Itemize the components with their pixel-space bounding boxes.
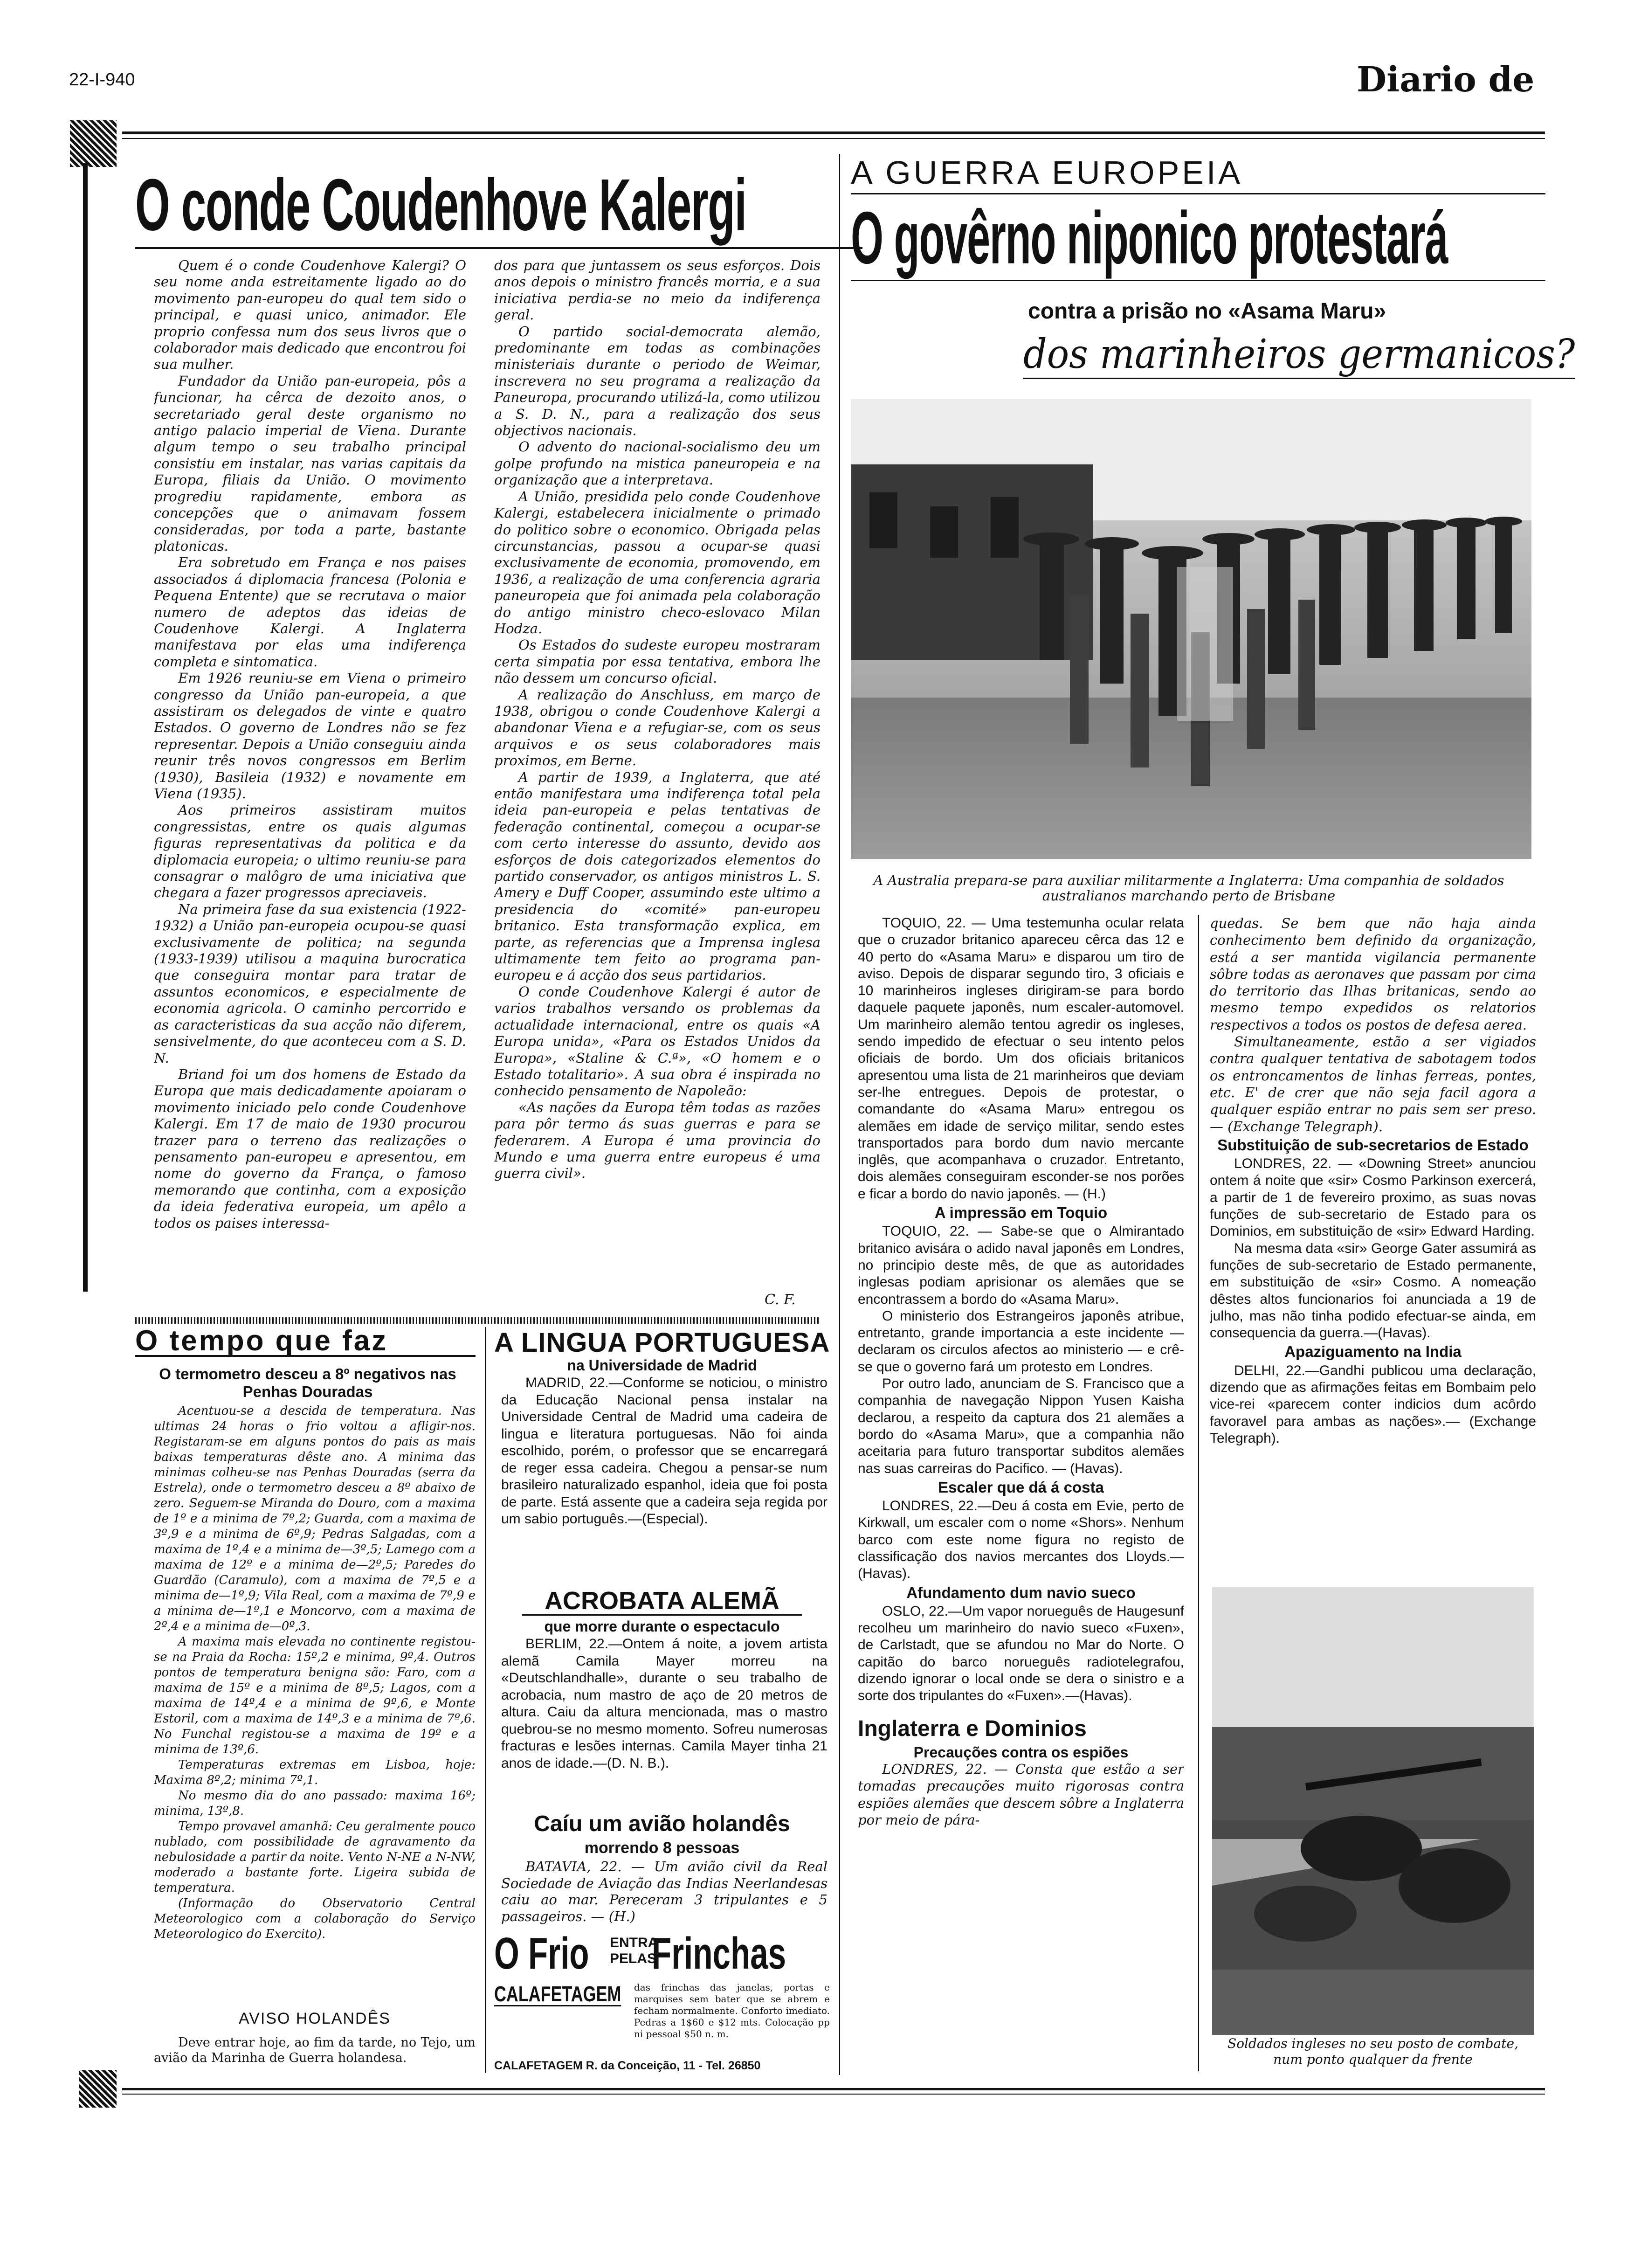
afundamento-para: OSLO, 22.—Um vapor norueguês de Haugesunf recolheu um marinheiro do navio sueco «Fuxen», de Carlstadt, que se afundou no Mar do Norte. O capitão do barco norueguês radiotelegrafou, dizendo ignorar o local onde se dera o sinistro e a sorte dos tripulantes do «Fuxen».—(Havas). — [858, 1603, 1184, 1704]
kalergi-title-rule — [135, 247, 862, 249]
acrobata-para: BERLIM, 22.—Ontem á noite, a jovem artista alemã Camila Mayer morreu na «Deutschlandhalle», durante o seu trabalho de acrobacia, num mastro de aço de 20 metros de altura. Caiu da altura mencionada, mas o mastro quebrou-se no mesmo momento. Sofreu numerosas fracturas e lesões internas. Camila Mayer tinha 21 anos de idade.—(D. N. B.). — [501, 1636, 827, 1771]
ad-word-pelas: PELAS — [610, 1951, 657, 1966]
bottom-rule-thin — [122, 2094, 1545, 2095]
impressao-para: TOQUIO, 22. — Sabe-se que o Almirantado britanico avisára o adido naval japonês em Londres, no principio deste mês, de que as autoridades inglesas podiam aprisionar os alemães que se encontrassem a bordo do «Asama Maru». — [858, 1224, 1184, 1307]
photo1-caption: A Australia prepara-se para auxiliar militarmente a Inglaterra: Uma companhia de soldados australianos marchando perto de Brisbane — [873, 872, 1504, 904]
kalergi-para: Era sobretudo em França e nos paises associados á diplomacia francesa (Polonia e Pequena Entente) que se recrutava o maior numero de adeptos das ideias de Coudenhove Kalergi. A Inglaterra manifestava por elas uma indiferença completa e sintomatica. — [154, 554, 466, 670]
photo2-caption: Soldados ingleses no seu posto de combate, num ponto qualquer da frente — [1227, 2036, 1518, 2067]
ad-brand: CALAFETAGEM — [494, 1982, 621, 2006]
masthead: Diario de — [1357, 60, 1535, 100]
tempo-para: Temperaturas extremas em Lisboa, hoje: Maxima 8º,2; minima 7º,1. — [154, 1758, 476, 1787]
guerra-headline: O govêrno niponico protestará — [851, 196, 1448, 279]
lingua-title: A LINGUA PORTUGUESA — [494, 1328, 830, 1358]
kalergi-para: «As nações da Europa têm todas as razões para pôr termo ás suas guerras e para se federarem. A Europa é uma provincia do Mundo e uma guerra entre europeus é uma guerra civil». — [494, 1099, 820, 1182]
ad-word-o-frio: O Frio — [494, 1929, 589, 1978]
kalergi-para: Na primeira fase da sua existencia (1922-1932) a União pan-europeia ocupou-se quasi exclusivamente de politica; na segunda (1933-1939) utilisou a maquina burocratica que conseguira montar para tratar de assuntos economicos, e especialmente de economia agricola. O caminho percorrido e as caracteristicas da sua acção não diferem, sensivelmente, do que aconteceu com a S. D. N. — [154, 901, 466, 1066]
tokio-col — [858, 915, 1184, 2067]
afundamento-title: Afundamento dum navio sueco — [906, 1583, 1136, 1601]
top-rule — [122, 131, 1545, 134]
kalergi-para: A União, presidida pelo conde Coudenhove Kalergi, estabelecera inicialmente o primado do politico sobre o economico. Obrigada pelas circunstancias, passou a ocupar-se quasi exclusivamente de economia, promovendo, em 1936, a realização de uma conferencia agraria paneuropeia que foi animada pela colaboração do antigo ministro checo-eslovaco Milan Hodza. — [494, 488, 820, 636]
aviso-para: Deve entrar hoje, ao fim da tarde, no Tejo, um avião da Marinha de Guerra holandesa. — [154, 2035, 476, 2065]
section-label: A GUERRA EUROPEIA — [851, 154, 1243, 191]
kalergi-para: O advento do nacional-socialismo deu um golpe profundo na mistica paneuropeia e na organização que a interpretava. — [494, 439, 820, 488]
tempo-title: O tempo que faz — [135, 1325, 388, 1357]
tempo-para: Acentuou-se a descida de temperatura. Nas ultimas 24 horas o frio voltou a afligir-nos. Registaram-se em alguns pontos do pais as mais baixas temperaturas dêste ano. A minima das minimas colheu-se nas Penhas Douradas (serra da Estrela), onde o termometro desceu a 8º abaixo de zero. Seguem-se Miranda do Douro, com a maxima de 1º e a minima de 7º,2; Guarda, com a maxima de 3º,9 e a minima de 6º,9; Pedras Salgadas, com a maxima de 1º,4 e a minima de—3º,5; Lamego com a maxima de 12º e a minima de—2º,5; Paredes do Guardão (Caramulo), com a maxima de 7º,5 e a minima de—1º,9; Vila Real, com a maxima de 7º,9 e a minima de—1º,1 e Moncorvo, com a maxima de 2º,4 e a minima de—0º,3. — [154, 1404, 476, 1633]
impressao-para: Por outro lado, anunciam de S. Francisco que a companhia de navegação Nippon Yusen Kaisha declarou, a respeito da captura dos 21 alemães a bordo do «Asama Maru», que a companhia não aceitaria para futuro transportar subditos alemães nas suas carreiras do Pacifico. — (Havas). — [858, 1376, 1184, 1476]
kalergi-para: O conde Coudenhove Kalergi é autor de varios trabalhos versando os problemas da actualidade internacional, entre os quais «A Europa unida», «Para os Estados Unidos da Europa», «Staline & C.ª», «O homem e o Estado totalitario». A sua obra é inspirada no conhecido pensamento de Napoleão: — [494, 983, 820, 1099]
tempo-subtitle: O termometro desceu a 8º negativos nas Penhas Douradas — [159, 1365, 456, 1400]
aviso-title: AVISO HOLANDÊS — [239, 2010, 391, 2027]
subsecretario-title: Substituição de sub-secretarios de Estado — [1217, 1136, 1529, 1154]
acrobata-title: ACROBATA ALEMÃ — [545, 1587, 779, 1615]
india-title: Apaziguamento na India — [1284, 1343, 1462, 1361]
col-rule-left-guerra — [839, 154, 840, 2075]
issue-date: 22-I-940 — [69, 70, 135, 90]
kalergi-para: Os Estados do sudeste europeu mostraram certa simpatia por essa tentativa, embora lhe não dessem um concurso oficial. — [494, 637, 820, 686]
right-para: quedas. Se bem que não haja ainda conhecimento bem definido da organização, está a ser mantida vigilancia permanente sôbre todas as aeronaves que passam por cima do territorio das Ilhas britanicas, sendo ao mesmo tempo expedidos os relatorios respectivos a todos os postos de defesa aerea. — [1210, 915, 1536, 1033]
india-para: DELHI, 22.—Gandhi publicou uma declaração, dizendo que as afirmações feitas em Bombaim pelo vice-rei «parecem conter indicios dum acôrdo favoravel para ambas as nações».— (Exchange Telegraph). — [1210, 1362, 1536, 1446]
aviso-body — [154, 2035, 476, 2072]
deck-1: contra a prisão no «Asama Maru» — [1028, 299, 1386, 324]
corner-ornament-top — [70, 120, 117, 167]
precaucoes-title: Precauções contra os espiões — [913, 1743, 1129, 1761]
acrobata-subtitle: que morre durante o espectaculo — [544, 1618, 780, 1635]
kalergi-col1 — [154, 257, 466, 1311]
acrobata-body — [501, 1636, 827, 1820]
kalergi-para: A realização do Anschluss, em março de 1938, obrigou o conde Coudenhove Kalergi a abandonar Viena e a refugiar-se, com os seus arquivos e os seus colaboradores mais proximos, em Berne. — [494, 686, 820, 769]
tempo-body — [154, 1404, 476, 2000]
right-para: Simultaneamente, estão a ser vigiados contra qualquer tentativa de sabotagem todos os entroncamentos de linhas ferreas, pontes, etc. E' de crer que não seja facil agora a qualquer espião entrar no pais sem ser preso. — (Exchange Telegraph). — [1210, 1034, 1536, 1134]
ad-description: das frinchas das janelas, portas e marquises sem bater que se abrem e fecham normalmente. Conforto imediato. Pedras a 1$60 e $12 mts. Colocação pp ni pessoal $50 n. m. — [634, 1982, 830, 2040]
aviao-body — [501, 1859, 827, 1929]
ad-address: CALAFETAGEM R. da Conceição, 11 - Tel. 26850 — [494, 2059, 761, 2072]
aviao-para: BATAVIA, 22. — Um avião civil da Real Sociedade de Aviação das Indias Neerlandesas caiu ao mar. Pereceram 3 tripulantes e 5 passageiros. — (H.) — [501, 1859, 827, 1924]
tempo-para: A maxima mais elevada no continente registou-se na Praia da Rocha: 15º,2 e minima, 9º,4. Outros pontos de temperatura benigna são: Faro, com a maxima de 15º e a minima de 8º,5; Lagos, com a maxima de 14º,4 e a minima de 9º,6, e Monte Estoril, com a maxima de 14º,3 e a minima de 7º,6. No Funchal registou-se a maxima de 19º e a minima de 13º,6. — [154, 1635, 476, 1756]
corner-ornament-bottom — [79, 2070, 117, 2108]
inglaterra-title: Inglaterra e Dominios — [858, 1716, 1087, 1741]
kalergi-signature: C. F. — [765, 1292, 796, 1308]
right-col — [1210, 915, 1536, 1586]
tokio-para: TOQUIO, 22. — Uma testemunha ocular relata que o cruzador britanico apareceu cêrca das 12 e 40 perto do «Asama Maru» e disparou um tiro de aviso. Depois de disparar segundo tiro, 3 oficiais e 10 marinheiros ingleses dirigiram-se para bordo daquele paquete japonês, num escaler-automovel. Um marinheiro alemão tentou agredir os ingleses, sendo impedido de efectuar o seu intento pelos oficiais de bordo. Um dos oficiais britanicos apresentou uma lista de 21 marinheiros que deviam ser-lhe entregues. Depois de protestar, o comandante do «Asama Maru» entregou os alemães em idade de serviço militar, sendo estes transportados para bordo dum navio mercante inglês, que acompanhava o cruzador. Entretanto, dois alemães conseguiram esconder-se nos porões e ficar a bordo do navio japonês. — (H.) — [858, 915, 1184, 1202]
section-label-rule — [851, 193, 1545, 194]
soldiers-marching-photo — [851, 399, 1531, 859]
frio-ad — [494, 1930, 830, 2084]
top-rule-thin — [122, 138, 1545, 139]
section-divider — [135, 1317, 820, 1324]
lingua-subtitle: na Universidade de Madrid — [567, 1357, 757, 1374]
left-vertical-rule — [83, 163, 88, 1292]
kalergi-para: A partir de 1939, a Inglaterra, que até então manifestara uma indiferença total pela ideia pan-europeia e pelas tentativas de federação continental, começou a ocupar-se com certo interesse do assunto, devido aos esforços de dois categorizados elementos do partido conservador, os antigos ministros L. S. Amery e Duff Cooper, assumindo este ultimo a presidencia do «comité» pan-europeu britanico. Esta transformação explica, em parte, as referencias que a Imprensa inglesa ultimamente tem feito ao programa pan-europeu e á acção dos seus partidarios. — [494, 769, 820, 983]
precaucoes-para: LONDRES, 22. — Consta que estão a ser tomadas precauções muito rigorosas contra espiões alemães que descem sôbre a Inglaterra por meio de pára- — [858, 1761, 1184, 1828]
kalergi-para: Fundador da União pan-europeia, pôs a funcionar, ha cêrca de dezoito anos, o secretariado geral deste organismo no antigo palacio imperial de Viena. Durante algum tempo o seu trabalho principal consistiu em instalar, nas varias capitais da Europa, filiais da União. O movimento progrediu rapidamente, embora as concepções que o animavam fossem consideradas, por toda a parte, bastante platonicas. — [154, 373, 466, 554]
deck-2: dos marinheiros germanicos? — [1023, 331, 1575, 379]
tempo-para: (Informação do Observatorio Central Meteorologico com a colaboração do Serviço Meteorologico do Exercito). — [154, 1896, 476, 1941]
lingua-body — [501, 1375, 827, 1580]
kalergi-title: O conde Coudenhove Kalergi — [135, 163, 746, 246]
kalergi-col2 — [494, 257, 820, 1302]
tempo-para: No mesmo dia do ano passado: maxima 16º; minima, 13º,8. — [154, 1789, 476, 1818]
tempo-para: Tempo provavel amanhã: Ceu geralmente pouco nublado, com possibilidade de agravamento da nebulosidade a partir da noite. Vento N-NE a N-NW, moderado a bastante forte. Ligeira subida de temperatura. — [154, 1819, 476, 1895]
col-rule-mid — [485, 1327, 486, 2073]
kalergi-para: O partido social-democrata alemão, predominante em todas as combinações ministeriais durante o periodo de Weimar, inscrevera no seu programa a realização da Paneuropa, procurando utilizá-la, como utilizou a S. D. N., para a realização dos seus objectivos nacionais. — [494, 323, 820, 439]
aviao-subtitle: morrendo 8 pessoas — [584, 1839, 740, 1857]
escaler-para: LONDRES, 22.—Deu á costa em Evie, perto de Kirkwall, um escaler com o nome «Shors». Nenhum barco com este nome figura no registo de classificação dos navios mercantes dos Lloyds.—(Havas). — [858, 1498, 1184, 1582]
col-rule-right — [1198, 915, 1199, 2071]
acrobata-title-box — [522, 1587, 802, 1616]
lingua-para: MADRID, 22.—Conforme se noticiou, o ministro da Educação Nacional pensa instalar na Universidade Central de Madrid uma cadeira de lingua e literatura portuguesas. Não foi ainda escolhido, porém, o professor que se encarregará de reger essa cadeira. Chegou a pensar-se num brasileiro naturalizado espanhol, ideia que foi posta de parte. Está assente que a cadeira seja regida por um sabio português.—(Especial). — [501, 1375, 827, 1527]
kalergi-para: Em 1926 reuniu-se em Viena o primeiro congresso da União pan-europeia, a que assistiram os delegados de vinte e quatro Estados. O governo de Londres não se fez representar. Depois a União conseguiu ainda reunir três novos congressos em Berlim (1930), Basileia (1932) e novamente em Viena (1935). — [154, 670, 466, 802]
subsecretario-para: LONDRES, 22. — «Downing Street» anunciou ontem á noite que «sir» Cosmo Parkinson exercerá, a partir de 1 de fevereiro proximo, as suas novas funções de sub-secretario de Estado para os Dominios, em substituição de «sir» Edward Harding. — [1210, 1156, 1536, 1239]
kalergi-para: dos para que juntassem os seus esforços. Dois anos depois o ministro francês morria, e a sua iniciativa perdia-se no meio da indiferença geral. — [494, 257, 820, 323]
bottom-rule — [122, 2088, 1545, 2090]
ad-word-entra: ENTRA — [610, 1935, 658, 1950]
subsecretario-para: Na mesma data «sir» George Gater assumirá as funções de sub-secretario de Estado permanente, em substituição de «sir» Cosmo. A nomeação dêstes altos funcionarios foi anunciada a 19 de julho, mas não tinha podido efectuar-se ainda, em consequencia da guerra.—(Havas). — [1210, 1240, 1536, 1341]
aviao-title: Caíu um avião holandês — [534, 1812, 790, 1836]
tempo-title-box — [135, 1327, 476, 1357]
soldiers-combat-photo — [1212, 1587, 1534, 2035]
headline-rule — [851, 280, 1545, 281]
impressao-title: A impressão em Toquio — [934, 1204, 1108, 1222]
impressao-para: O ministerio dos Estrangeiros japonês atribue, entretanto, grande importancia a este incidente — declaram os circulos afectos ao ministerio — e crê-se que o governo fará um protesto em Londres. — [858, 1308, 1184, 1375]
kalergi-para: Briand foi um dos homens de Estado da Europa que mais dedicadamente apoiaram o movimento iniciado pelo conde Coudenhove Kalergi. Em 17 de maio de 1930 procurou trazer para o terreno das realizações o pensamento pan-europeu e apresentou, em nome do governo da França, o famoso memorando que continha, com a exposição da ideia federativa europeia, um apêlo a todos os paises interessa- — [154, 1066, 466, 1231]
kalergi-para: Quem é o conde Coudenhove Kalergi? O seu nome anda estreitamente ligado ao do movimento pan-europeu do qual tem sido o principal, e quasi unico, animador. Ele proprio confessa num dos seus livros que o colaborador mais dedicado que encontrou foi sua mulher. — [154, 257, 466, 373]
escaler-title: Escaler que dá á costa — [938, 1478, 1104, 1496]
kalergi-para: Aos primeiros assistiram muitos congressistas, entre os quais algumas figuras representativas da politica e da diplomacia europeia; o ultimo reuniu-se para consagrar o malôgro de uma iniciativa que chegara a fazer progressos apreciaveis. — [154, 802, 466, 901]
ad-word-frinchas: Frinchas — [652, 1929, 786, 1978]
